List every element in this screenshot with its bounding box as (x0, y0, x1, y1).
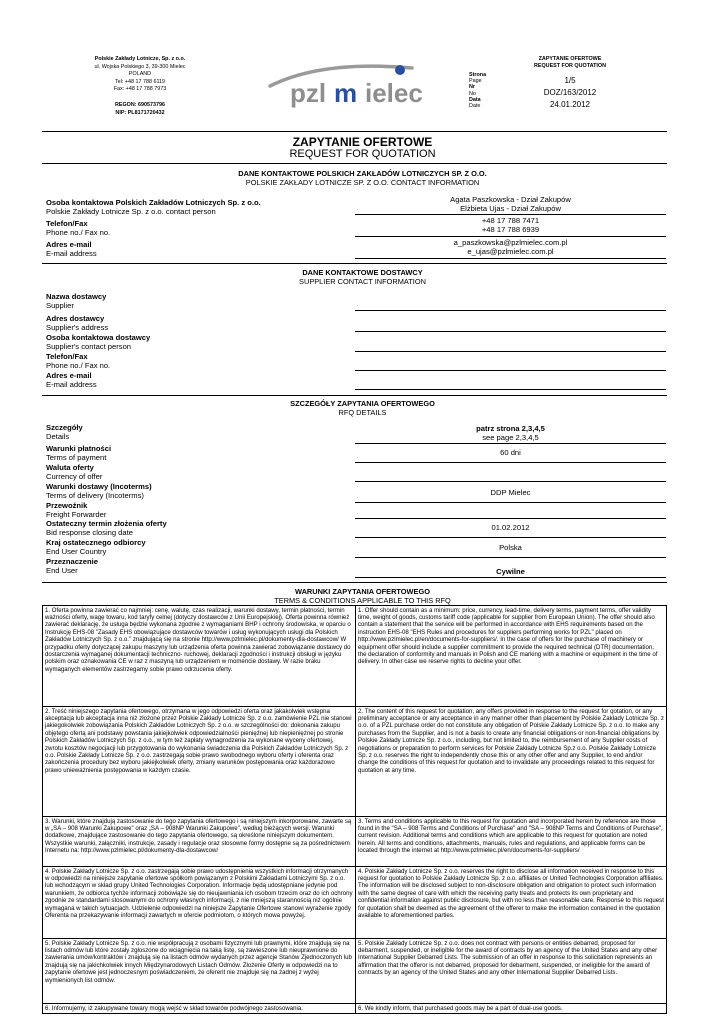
contact-email-label-pl: Adres e-mail (46, 240, 92, 249)
date-label-en: Date (469, 103, 481, 110)
terms-cell-en: 2. The content of this request for quotation, any offers provided in response to the request for qotation, or any preliminary acceptance or any acceptance in any manner other than placement by Polskie Zakłady Lotnicze Sp. z o.o. of a PZL purchase order do not constitute any obligation of Polskie Zakłady Lotnicze Sp. z o.o. to make any purchases from the Supplier, and is not a basis to create any financial obligations or non-financial obligations by Polskie Zakłady Lotnicze Sp. z o.o., including, but not limited to, the reimbursement of any Supplier costs of negotiations or preparation to perform services for Polskie Zakłady Lotnicze Sp.z o.o. Polskie Zakłady Lotnicze Sp. z o.o. reserves the right to independently chose this or any other offer and any Supplier, to end and/or change the conditions of this request for quotation and to invalidate any proceedings related to this request for quotation at any time. (356, 707, 667, 817)
supplier-address-label-pl: Adres dostawcy (46, 314, 105, 323)
supplier-section-heading (0, 268, 725, 286)
contact-person-label-pl: Osoba kontaktowa Polskich Zakładów Lotniczych Sp. z o.o. (46, 198, 261, 207)
supplier-name-label-pl: Nazwa dostawcy (46, 292, 107, 301)
company-tel: Tel: +48 17 788 6119 (114, 78, 166, 85)
supplier-email-label-pl: Adres e-mail (46, 371, 92, 380)
page-title: ZAPYTANIE OFERTOWE (292, 135, 433, 149)
company-fax: Fax: +48 17 788 7973 (113, 86, 167, 93)
rfq-forwarder-field[interactable] (355, 518, 666, 519)
contact-person-value (355, 195, 666, 214)
terms-row (43, 606, 667, 707)
terms-cell-pl: 6. Informujemy, iż zakupywane towary mogą wejść w skład towarów podwójnego zastosowania. (43, 1004, 356, 1014)
terms-cell-pl: 2. Treść niniejszego zapytania ofertowego, otrzymana w jego odpowiedzi oferta oraz jakakolwiek wstępna akceptacja lub akceptacja inna niż złożone przez Polskie Zakłady Lotnicze Sp. z o.o. zamówienie PZL nie stanowi jakiegokolwiek zobowiązania Polskich Zakładów Lotniczych Sp. z o.o. w szczególności do: dokonania zakupu objętego ofertą ani podstawy powstania jakiejkolwiek odpowiedzialności pieniężnej lub niepieniężnej po stronie Polskich Zakładów Lotniczych Sp. z o.o., w tym też zapłaty wynagrodzenia za wykonane wyceny ofertowej, zwrotu kosztów negocjacji lub przygotowania do wykonania świadczenia dla Polskich Zakładów Lotniczych Sp. z o.o. Polskie Zakłady Lotnicze Sp. z o.o. zastrzegają sobie prawo swobodnego wyboru oferty i oferenta oraz zakończenia procedury bez wyboru jakiejkolwiek oferty, zmiany warunków postępowania oraz każdorazowo prawo unieważnienia postępowania w każdym czasie. (43, 707, 356, 817)
rfq-forwarder-label (46, 501, 106, 519)
rfq-details-value-pl: patrz strona 2,3,4,5 (476, 424, 545, 433)
document-date: 24.01.2012 (549, 100, 591, 109)
rfq-enduser-value: Cywilne (496, 567, 525, 576)
contact-person-label (46, 198, 261, 216)
supplier-contact-field[interactable] (355, 351, 666, 352)
terms-section-heading (0, 587, 725, 605)
terms-row (43, 867, 667, 939)
terms-cell-pl: 4. Polskie Zakłady Lotnicze Sp. z o.o. zastrzegają sobie prawo udostępnienia wszystkich informacji otrzymanych w odpowiedzi na niniejsze zapytanie ofertowe spółkom powiązanym z Polskimi Zakładami Lotniczymi Sp. z o.o. lub wchodzącym w skład grupy United Technologies Corporation. Informacje będą udostępniane jedynie pod warunkiem, że odbiorca tychże informacji zobowiąże się do nieujawniania ich osobom trzecim oraz do ich ochrony zgodnie ze standardami stosowanymi do ochrony własnych informacji, z nie mniejszą starannością niż ogólnie wymagana w takich sytuacjach. Udzielenie odpowiedzi na niniejsze Zapytanie Ofertowe stanowi wyrażenie zgody Oferenta na przekazywanie informacji zawartych w ofercie podmiotom, o których mowa powyżej. (43, 867, 356, 939)
rfq-forwarder-label-pl: Przewoźnik (46, 501, 88, 510)
supplier-address-field[interactable] (355, 331, 666, 332)
supplier-contact-label-pl: Osoba kontaktowa dostawcy (46, 333, 151, 342)
rfq-currency-label (46, 463, 102, 481)
rfq-payment-label-pl: Warunki płatności (46, 444, 112, 453)
company-info (70, 56, 210, 117)
terms-cell-en: 3. Terms and conditions applicable to this request for quotation and incorporated herein by reference are those found in the "SA – 908 Terms and Conditions of Purchase" and "SA – 908NP Terms and Conditions of Purchase", current revision. Additional terms and conditions which are applicable to this request for quotation are noted herein. All terms and conditions, attachments, manuals, rules and regulations, and applicable forms can be located through the internet at http://www.pzlmielec.pl/en/documents-for-suppliers/ (356, 817, 667, 867)
supplier-name-label (46, 292, 106, 310)
supplier-email-label (46, 371, 97, 389)
rfq-payment-label-en: Terms of payment (46, 453, 107, 462)
contact-phone-value (355, 216, 666, 235)
rfq-closing-label-en: Bid response closing date (46, 528, 133, 537)
contact-email-label-en: E-mail address (46, 249, 97, 258)
terms-cell-en: 6. We kindly inform, that purchased goods may be a part of dual-use goods. (356, 1004, 667, 1014)
contact-email-1[interactable]: a_paszkowska@pzlmielec.com.pl (453, 238, 568, 247)
date-label-pl: Data (469, 96, 481, 103)
rfq-enduser-label-en: End User (46, 566, 78, 575)
terms-heading-pl: WARUNKI ZAPYTANIA OFERTOWEGO (295, 587, 430, 596)
company-country: POLAND (128, 71, 152, 78)
rfq-closing-value: 01.02.2012 (491, 523, 530, 532)
rfq-heading-en: RFQ DETAILS (338, 408, 387, 417)
rfq-delivery-label-en: Terms of delivery (Incoterms) (46, 491, 144, 500)
rfq-delivery-value: DDP Mielec (490, 488, 531, 497)
terms-cell-en: 1. Offer should contain as a minimum: price, currency, lead-time, delivery terms, payment terms, offer validity time, weight of goods, customs tariff code (applicable for supplier from European Union). The offer should also contain a statement that the service will be performed in accordance with EHS requirements based on the instruction EHS-08 "EHS Rules and procedures for suppliers performing works for PZL" placed on http://www.pzlmielec.pl/en/documents-for-suppliers/. In the case of offers for the purchase of machinery or equipment offer should include a supplier commitment to provide the required technical (DTR) documentation, the declaration of conformity and manuals in Polish and CE marking with a machine or equipment in the time of delivery. In other case we reserve rights to decline your offer. (356, 606, 667, 707)
supplier-name-label-en: Supplier (46, 301, 74, 310)
contact-phone-label (46, 219, 110, 237)
contact-person-2: Elżbieta Ujas - Dział Zakupów (460, 204, 561, 214)
terms-cell-pl: 3. Warunki, które znajdują zastosowanie do tego zapytania ofertowego i są niniejszym inkorporowane, zawarte są w „SA – 908 Warunki Zakupowe" oraz „SA – 908NP Warunki Zakupowe", według bieżących wersji. Warunki dodatkowe, znajdujące zastosowanie do tego zapytania ofertowego, są określone niniejszym dokumentem. Wszystkie warunki, załączniki, instrukcje, zasady i regulacje oraz stosowne formy dostępne są za pośrednictwem Internetu na: http://www.pzlmielec.pl/dokumenty-dla-dostawcow/ (43, 817, 356, 867)
rfq-closing-label-pl: Ostateczny termin złożenia oferty (46, 519, 167, 528)
terms-cell-pl: 5. Polskie Zakłady Lotnicze Sp. z o.o. nie współpracują z osobami fizycznymi lub prawnymi, które znajdują się na listach odmów lub które zostały zgłoszone do wciągnięcia na taką listę, są zawieszone lub nieuprawnione do zawierania umów/kontraktów i znajdują się na listach odmów wydanych przez agencje Stanów Zjednoczonych lub znajdują się na jakichkolwiek innych Międzynarodowych Listach Odmów. Złożenie Oferty w odpowiedzi na to zapytanie ofertowe jest jednoczesnym poświadczeniem, że oferent nie znajduje się na żadnej z wyżej wymienionych list odmów. (43, 939, 356, 1004)
rfq-currency-label-pl: Waluta oferty (46, 463, 94, 472)
contact-phone-1: +48 17 788 7471 (481, 216, 540, 225)
rfq-country-label (46, 538, 146, 556)
company-nip: NIP: PL8171720432 (115, 109, 165, 116)
rfq-heading-pl: SZCZEGÓŁY ZAPYTANIA OFERTOWEGO (290, 399, 435, 408)
rfq-details-label (46, 423, 83, 441)
supplier-name-field[interactable] (355, 310, 666, 311)
supplier-heading-pl: DANE KONTAKTOWE DOSTAWCY (302, 268, 423, 277)
svg-text:m: m (334, 78, 358, 108)
company-regon: REGON: 690573796 (114, 101, 166, 108)
rfq-country-label-en: End User Country (46, 547, 107, 556)
document-number: DOZ/163/2012 (543, 88, 597, 97)
terms-row (43, 817, 667, 867)
supplier-phone-label (46, 352, 110, 370)
page-subtitle: REQUEST FOR QUOTATION (289, 148, 436, 160)
svg-text:pzl: pzl (290, 78, 327, 108)
contact-email-label (46, 240, 97, 258)
rfq-currency-label-en: Currency of offer (46, 472, 103, 481)
meta-values (480, 56, 660, 111)
rfq-delivery-label-pl: Warunki dostawy (Incoterms) (46, 482, 152, 491)
no-label-pl: Nr (469, 84, 475, 91)
terms-heading-en: TERMS & CONDITIONS APPLICABLE TO THIS RFQ (274, 596, 451, 605)
terms-row (43, 707, 667, 817)
meta-doc-title-en: REQUEST FOR QUOTATION (534, 63, 606, 69)
contact-email-value (355, 238, 666, 257)
company-address: ul. Wojska Polskiego 3, 39-300 Mielec (94, 63, 186, 70)
supplier-email-label-en: E-mail address (46, 380, 97, 389)
rfq-details-label-en: Details (46, 432, 70, 441)
rfq-forwarder-label-en: Freight Forwarder (46, 510, 107, 519)
rfq-section-heading (0, 399, 725, 417)
supplier-phone-label-pl: Telefon/Fax (46, 352, 88, 361)
supplier-email-field[interactable] (355, 389, 666, 390)
supplier-contact-label (46, 333, 150, 351)
terms-cell-pl: 1. Oferta powinna zawierać co najmniej: cenę, walutę, czas realizacji, warunki dostawy, termin płatności, termin ważności oferty, wagę towaru, kod taryfy celnej (dotyczy dostawców z Unii Europejskiej). Oferta powinna również zawierać deklarację, że usługa będzie wykonana zgodnie z wymaganiami BHP i ochrony środowiska, w oparciu o Instrukcję EHS-08 "Zasady EHS obowiązujące dostawców towarów i usług wykonujących usługi dla Polskich Zakładów Lotniczych Sp. z o.o." znajdującą się na stronie http://www.pzlmielec.pl/dokumenty-dla-dostawcow/ W przypadku oferty dotyczącej zakupu maszyny lub urządzenia oferta powinna zawierać zobowiązanie dostawcy do dostarczenia wymaganej dokumentacji techniczno- ruchowej, deklaracji zgodności i instrukcji obsługi w języku polskim oraz oznakowania CE w raz z maszyną lub urządzeniem w momencie dostawy. W razie braku wymaganych elementów zastrzegamy sobie prawo odrzucenia oferty. (43, 606, 356, 707)
rfq-country-value: Polska (499, 543, 522, 552)
rfq-payment-value: 60 dni (500, 448, 521, 457)
rfq-enduser-label (46, 557, 98, 575)
contact-phone-2: +48 17 788 6939 (481, 225, 540, 235)
supplier-phone-field[interactable] (355, 370, 666, 371)
rfq-enduser-label-pl: Przeznaczenie (46, 557, 98, 566)
rfq-details-label-pl: Szczegóły (46, 423, 83, 432)
meta-doc-title-pl: ZAPYTANIE OFERTOWE (538, 56, 602, 62)
company-name: Polskie Zakłady Lotnicze, Sp. z o.o. (94, 56, 186, 62)
terms-row (43, 1004, 667, 1014)
svg-text:ielec: ielec (365, 78, 423, 108)
rfq-details-value-en: see page 2,3,4,5 (482, 433, 539, 443)
rfq-closing-label (46, 519, 167, 537)
rfq-currency-field[interactable] (355, 481, 666, 482)
page-label-pl: Strona (469, 72, 487, 78)
contact-heading-pl: DANE KONTAKTOWE POLSKICH ZAKŁADÓW LOTNICZYCH SP. Z O.O. (238, 169, 487, 178)
rfq-country-label-pl: Kraj ostatecznego odbiorcy (46, 538, 146, 547)
contact-section-heading (0, 169, 725, 187)
rfq-payment-label (46, 444, 111, 462)
page-label-en: Page (469, 78, 482, 85)
rfq-delivery-label (46, 482, 152, 500)
contact-email-2[interactable]: e_ujas@pzlmielec.com.pl (467, 247, 554, 257)
terms-cell-en: 4. Polskie Zakłady Lotnicze Sp. z o.o. reserves the right to disclose all information received in response to this request for quotation to Polskie Zakłady Lotnicze Sp. z o.o. affiliates or United Technologies Corporation affiliates. The information will be disclosed subject to non-disclosure obligation and obligation to protect such information with the same degree of care with which the receiving party treats and protects its own proprietary and confidential information against public disclosure, but with no less than reasonable care. Response to this request for quotation shall be deemed as the agreement of the offerer to make the information contained in the quotation available to aforementioned parties. (356, 867, 667, 939)
supplier-contact-label-en: Supplier's contact person (46, 342, 132, 351)
page-number: 1/5 (564, 76, 576, 85)
no-label-en: No (469, 90, 476, 97)
contact-phone-label-en: Phone no./ Fax no. (46, 228, 111, 237)
pzl-mielec-logo (262, 58, 452, 118)
supplier-address-label-en: Supplier's address (46, 323, 109, 332)
contact-person-label-en: Polskie Zakłady Lotnicze Sp. z o.o. contact person (46, 207, 216, 216)
contact-person-1: Agata Paszkowska - Dział Zakupów (450, 195, 571, 204)
rfq-details-value (355, 424, 666, 443)
contact-heading-en: POLSKIE ZAKŁADY LOTNICZE SP. Z O.O. CONTACT INFORMATION (245, 178, 480, 187)
contact-phone-label-pl: Telefon/Fax (46, 219, 88, 228)
terms-row (43, 939, 667, 1004)
supplier-heading-en: SUPPLIER CONTACT INFORMATION (299, 277, 426, 286)
supplier-phone-label-en: Phone no./ Fax no. (46, 361, 111, 370)
supplier-address-label (46, 314, 108, 332)
terms-table (42, 605, 667, 1014)
terms-cell-en: 5. Polskie Zakłady Lotnicze Sp. z o.o. does not contract with persons or entities debarred, proposed for debarment, suspended, or ineligible for the award of contracts by an agency of the United States and any other International Supplier Debarred Lists. The submission of an offer in response to this solicitation represents an affirmation that the offeror is not debarred, proposed for debarment, suspended, or ineligible for the award of contracts by an agency of the United States and any other International Supplier Debarred Lists. (356, 939, 667, 1004)
